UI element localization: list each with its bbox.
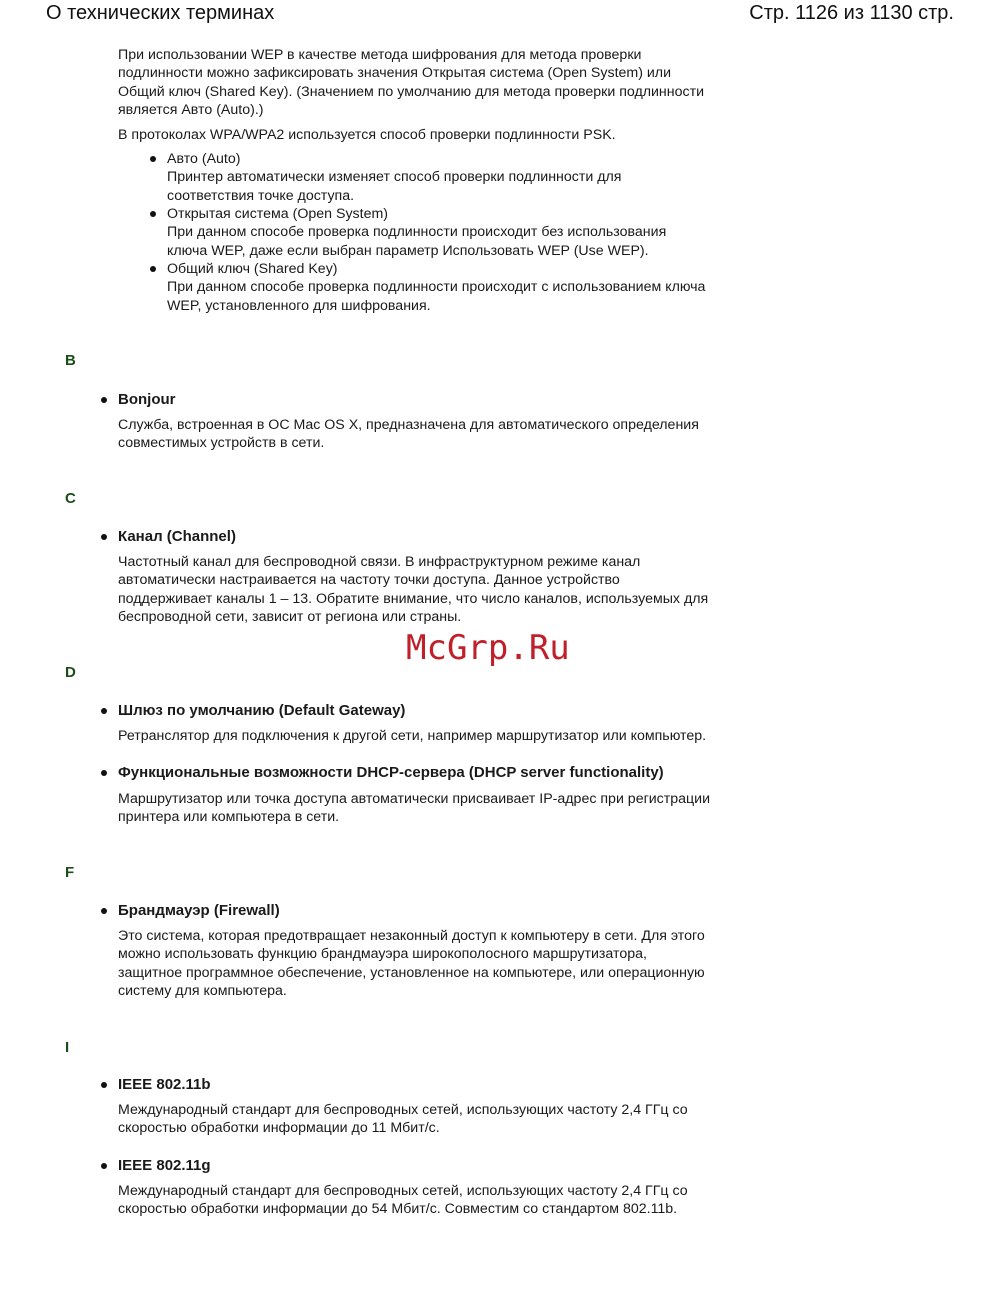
text-line: подлинности можно зафиксировать значения Открытая система (Open System) или xyxy=(118,65,672,82)
bullet-icon xyxy=(150,211,156,217)
text-line: Ретранслятор для подключения к другой сети, например маршрутизатор или компьютер. xyxy=(118,728,707,744)
page-counter: Стр. 1126 из 1130 стр. xyxy=(749,2,954,24)
list-item xyxy=(167,205,666,260)
text-line: При использовании WEP в качестве метода шифрования для метода проверки xyxy=(118,47,642,63)
watermark: McGrp.Ru xyxy=(406,628,570,668)
term-title: Шлюз по умолчанию (Default Gateway) xyxy=(118,702,406,719)
section-letter-f: F xyxy=(65,864,75,881)
text-line: Международный стандарт для беспроводных сетей, использующих частоту 2,4 ГГц со xyxy=(118,1102,688,1118)
page-title: О технических терминах xyxy=(46,2,275,24)
section-letter-d: D xyxy=(65,664,76,681)
text-line: можно использовать функцию брандмауэра широкополосного маршрутизатора, xyxy=(118,946,647,963)
text-line: защитное программное обеспечение, установленное на компьютере, или операционную xyxy=(118,964,705,981)
bullet-icon xyxy=(150,156,156,162)
bullet-icon xyxy=(101,1163,107,1169)
text-line: Частотный канал для беспроводной связи. В инфраструктурном режиме канал xyxy=(118,554,641,570)
item-title: Авто (Auto) xyxy=(167,151,241,167)
text-line: Международный стандарт для беспроводных сетей, использующих частоту 2,4 ГГц со xyxy=(118,1183,688,1199)
term-title: Bonjour xyxy=(118,391,176,408)
text-line: совместимых устройств в сети. xyxy=(118,435,325,452)
term-title: IEEE 802.11b xyxy=(118,1076,211,1093)
bullet-icon xyxy=(101,1082,107,1088)
text-line: Это система, которая предотвращает незаконный доступ к компьютеру в сети. Для этого xyxy=(118,928,705,944)
term-description xyxy=(118,416,699,453)
text-line: Маршрутизатор или точка доступа автоматически присваивает IP-адрес при регистрации xyxy=(118,791,711,807)
term-title: IEEE 802.11g xyxy=(118,1157,211,1174)
term-title: Функциональные возможности DHCP-сервера (DHCP server functionality) xyxy=(118,764,664,781)
bullet-icon xyxy=(101,534,107,540)
bullet-icon xyxy=(101,770,107,776)
text-line: скоростью обработки информации до 54 Мбит/с. Совместим со стандартом 802.11b. xyxy=(118,1201,678,1218)
text-line: является Авто (Auto).) xyxy=(118,101,264,118)
text-line: При данном способе проверка подлинности происходит с использованием ключа xyxy=(167,279,706,296)
list-item xyxy=(167,260,705,315)
term-title: Брандмауэр (Firewall) xyxy=(118,902,280,919)
section-letter-i: I xyxy=(65,1039,70,1056)
text-line: При данном способе проверка подлинности происходит без использования xyxy=(167,224,667,241)
term-description xyxy=(118,727,706,745)
term-description xyxy=(118,927,705,1000)
bullet-icon xyxy=(101,908,107,914)
text-line: скоростью обработки информации до 11 Мбит/с. xyxy=(118,1120,440,1137)
text-line: автоматически настраивается на частоту точки доступа. Данное устройство xyxy=(118,572,620,589)
intro-paragraph xyxy=(118,46,704,119)
item-title: Открытая система (Open System) xyxy=(167,206,389,222)
text-line: поддерживает каналы 1 – 13. Обратите внимание, что число каналов, используемых для xyxy=(118,590,709,607)
term-description xyxy=(118,553,708,626)
term-description xyxy=(118,1101,688,1138)
text-line: принтера или компьютера в сети. xyxy=(118,809,340,826)
text-line: соответствия точке доступа. xyxy=(167,187,355,204)
text-line: Служба, встроенная в ОС Mac OS X, предназначена для автоматического определения xyxy=(118,417,699,433)
section-letter-b: B xyxy=(65,352,76,369)
bullet-icon xyxy=(101,397,107,403)
bullet-icon xyxy=(150,266,156,272)
psk-paragraph: В протоколах WPA/WPA2 используется способ проверки подлинности PSK. xyxy=(118,127,616,143)
text-line: WEP, установленного для шифрования. xyxy=(167,297,431,314)
term-description xyxy=(118,1182,688,1219)
bullet-icon xyxy=(101,708,107,714)
term-title: Канал (Channel) xyxy=(118,528,236,545)
text-line: Принтер автоматически изменяет способ проверки подлинности для xyxy=(167,169,622,186)
section-letter-c: C xyxy=(65,490,76,507)
term-description xyxy=(118,790,710,827)
item-title: Общий ключ (Shared Key) xyxy=(167,261,338,277)
text-line: систему для компьютера. xyxy=(118,982,287,999)
text-line: беспроводной сети, зависит от региона или страны. xyxy=(118,608,462,625)
text-line: Общий ключ (Shared Key). (Значением по умолчанию для метода проверки подлинности xyxy=(118,83,705,100)
list-item xyxy=(167,150,621,205)
text-line: ключа WEP, даже если выбран параметр Использовать WEP (Use WEP). xyxy=(167,242,649,259)
